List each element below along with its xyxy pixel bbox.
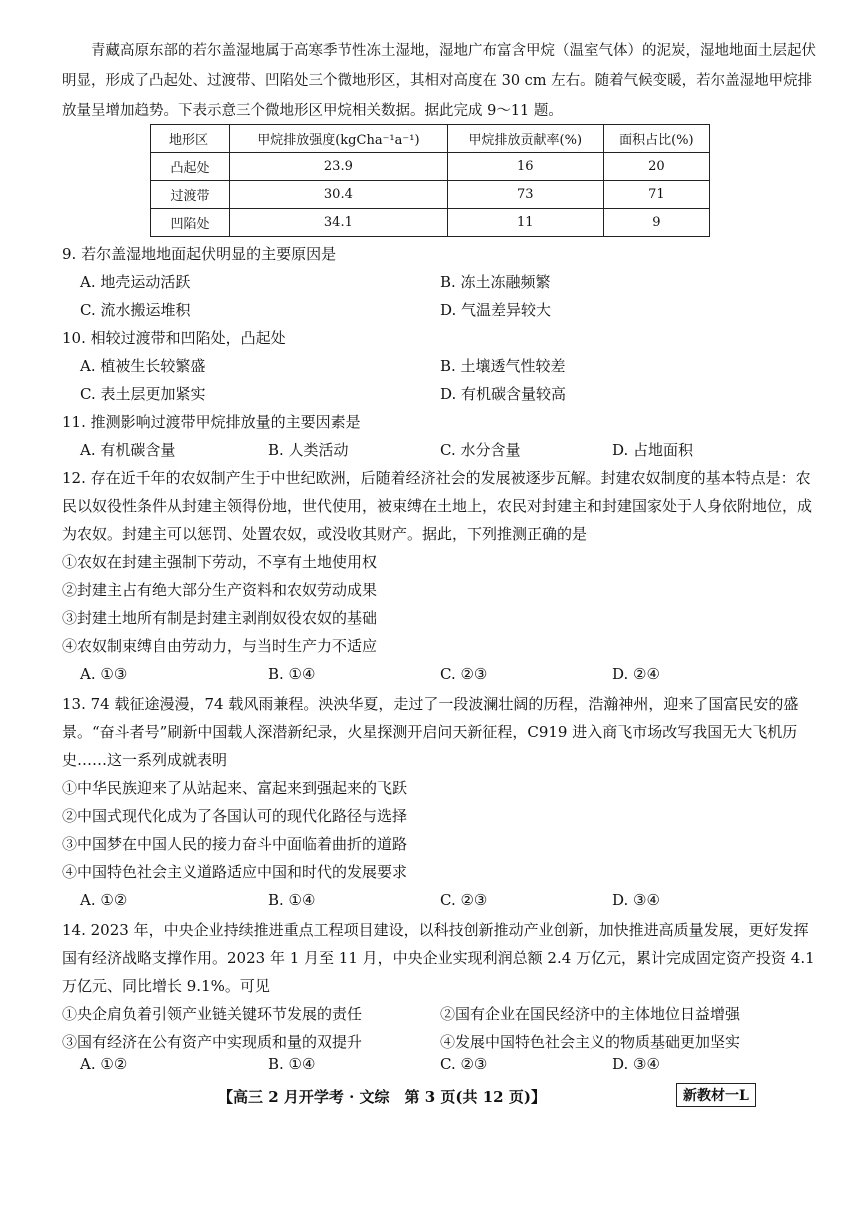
q13-statement-4: ④中国特色社会主义道路适应中国和时代的发展要求 (62, 863, 408, 881)
methane-data-table (150, 124, 710, 237)
q12-option-c[interactable]: C. ②③ (440, 665, 488, 683)
q9-option-a[interactable]: A. 地壳运动活跃 (80, 273, 191, 291)
q14-statement-3: ③国有经济在公有资产中实现质和量的双提升 (62, 1033, 363, 1051)
q13-option-d[interactable]: D. ③④ (612, 891, 660, 909)
q13-statement-2: ②中国式现代化成为了各国认可的现代化路径与选择 (62, 807, 408, 825)
q12-option-d[interactable]: D. ②④ (612, 665, 660, 683)
q9-option-b[interactable]: B. 冻土冻融频繁 (440, 273, 551, 291)
q10-option-a[interactable]: A. 植被生长较繁盛 (80, 357, 206, 375)
table-cell: 30.4 (229, 181, 447, 209)
q11-option-b[interactable]: B. 人类活动 (268, 441, 349, 459)
q12-option-a[interactable]: A. ①③ (80, 665, 128, 683)
q12-statement-3: ③封建土地所有制是封建主剥削奴役农奴的基础 (62, 609, 378, 627)
edition-badge: 新教材一L (676, 1083, 756, 1107)
table-row (151, 209, 710, 237)
intro-paragraph: 青藏高原东部的若尔盖湿地属于高寒季节性冻土湿地，湿地广布富含甲烷（温室气体）的泥炭，湿地地面土层起伏明显，形成了凸起处、过渡带、凹陷处三个微地形区，其相对高度在 30 cm 左右。随着气候变暖，若尔盖湿地甲烷排放量呈增加趋势。下表示意三个微地形区甲烷相关数据。据此完成 9～11 题。 (62, 43, 816, 119)
q12-statement-1: ①农奴在封建主强制下劳动，不享有土地使用权 (62, 553, 378, 571)
table-header-cell: 甲烷排放强度(kgCha⁻¹a⁻¹) (229, 125, 447, 153)
q14-option-c[interactable]: C. ②③ (440, 1055, 488, 1073)
q14-option-b[interactable]: B. ①④ (268, 1055, 316, 1073)
table-cell: 20 (603, 153, 709, 181)
q12-statement-2: ②封建主占有绝大部分生产资料和农奴劳动成果 (62, 581, 378, 599)
q12-statement-4: ④农奴制束缚自由劳动力，与当时生产力不适应 (62, 637, 378, 655)
q13-option-b[interactable]: B. ①④ (268, 891, 316, 909)
q11-option-d[interactable]: D. 占地面积 (612, 441, 694, 459)
q13-option-a[interactable]: A. ①② (80, 891, 128, 909)
q14-option-a[interactable]: A. ①② (80, 1055, 128, 1073)
table-cell: 过渡带 (151, 181, 230, 209)
table-cell: 凹陷处 (151, 209, 230, 237)
table-cell: 34.1 (229, 209, 447, 237)
table-cell: 凸起处 (151, 153, 230, 181)
question-10-stem: 10. 相较过渡带和凹陷处，凸起处 (62, 329, 286, 347)
table-cell: 11 (447, 209, 603, 237)
table-header-cell: 甲烷排放贡献率(%) (447, 125, 603, 153)
q9-option-c[interactable]: C. 流水搬运堆积 (80, 301, 191, 319)
table-cell: 73 (447, 181, 603, 209)
q14-statement-1: ①央企肩负着引领产业链关键环节发展的责任 (62, 1005, 363, 1023)
q13-statement-3: ③中国梦在中国人民的接力奋斗中面临着曲折的道路 (62, 835, 408, 853)
q13-option-c[interactable]: C. ②③ (440, 891, 488, 909)
q14-option-d[interactable]: D. ③④ (612, 1055, 660, 1073)
question-11-stem: 11. 推测影响过渡带甲烷排放量的主要因素是 (62, 413, 361, 431)
page-footer: 【高三 2 月开学考 · 文综 第 3 页(共 12 页)】 (218, 1088, 546, 1106)
q12-option-b[interactable]: B. ①④ (268, 665, 316, 683)
q10-option-c[interactable]: C. 表土层更加紧实 (80, 385, 206, 403)
q14-statement-4: ④发展中国特色社会主义的物质基础更加坚实 (440, 1033, 741, 1051)
q9-option-d[interactable]: D. 气温差异较大 (440, 301, 552, 319)
q11-option-c[interactable]: C. 水分含量 (440, 441, 521, 459)
q13-statement-1: ①中华民族迎来了从站起来、富起来到强起来的飞跃 (62, 779, 408, 797)
question-14-stem: 14. 2023 年，中央企业持续推进重点工程项目建设，以科技创新推动产业创新，加快推进高质量发展，更好发挥国有经济战略支撑作用。2023 年 1 月至 11 月，中央企业实现利润总额 2.4 万亿元，累计完成固定资产投资 4.1 万亿元、同比增长 9.1%。可见 (62, 921, 815, 995)
table-header-cell: 面积占比(%) (603, 125, 709, 153)
table-cell: 9 (603, 209, 709, 237)
question-12-stem: 12. 存在近千年的农奴制产生于中世纪欧洲，后随着经济社会的发展被逐步瓦解。封建农奴制度的基本特点是：农民以奴役性条件从封建主领得份地，世代使用，被束缚在土地上，农民对封建主和封建国家处于人身依附地位，成为农奴。封建主可以惩罚、处置农奴，或没收其财产。据此，下列推测正确的是 (62, 469, 813, 543)
table-row (151, 181, 710, 209)
question-13-stem: 13. 74 载征途漫漫，74 载风雨兼程。泱泱华夏，走过了一段波澜壮阔的历程，浩瀚神州，迎来了国富民安的盛景。“奋斗者号”刷新中国载人深潜新纪录，火星探测开启问天新征程，C919 进入商飞市场改写我国无大飞机历史……这一系列成就表明 (62, 695, 799, 769)
table-header-cell: 地形区 (151, 125, 230, 153)
question-9-stem: 9. 若尔盖湿地地面起伏明显的主要原因是 (62, 245, 337, 263)
q11-option-a[interactable]: A. 有机碳含量 (80, 441, 176, 459)
q14-statement-2: ②国有企业在国民经济中的主体地位日益增强 (440, 1005, 741, 1023)
table-header-row (151, 125, 710, 153)
table-cell: 23.9 (229, 153, 447, 181)
table-cell: 71 (603, 181, 709, 209)
table-row (151, 153, 710, 181)
table-cell: 16 (447, 153, 603, 181)
q10-option-b[interactable]: B. 土壤透气性较差 (440, 357, 566, 375)
q10-option-d[interactable]: D. 有机碳含量较高 (440, 385, 567, 403)
